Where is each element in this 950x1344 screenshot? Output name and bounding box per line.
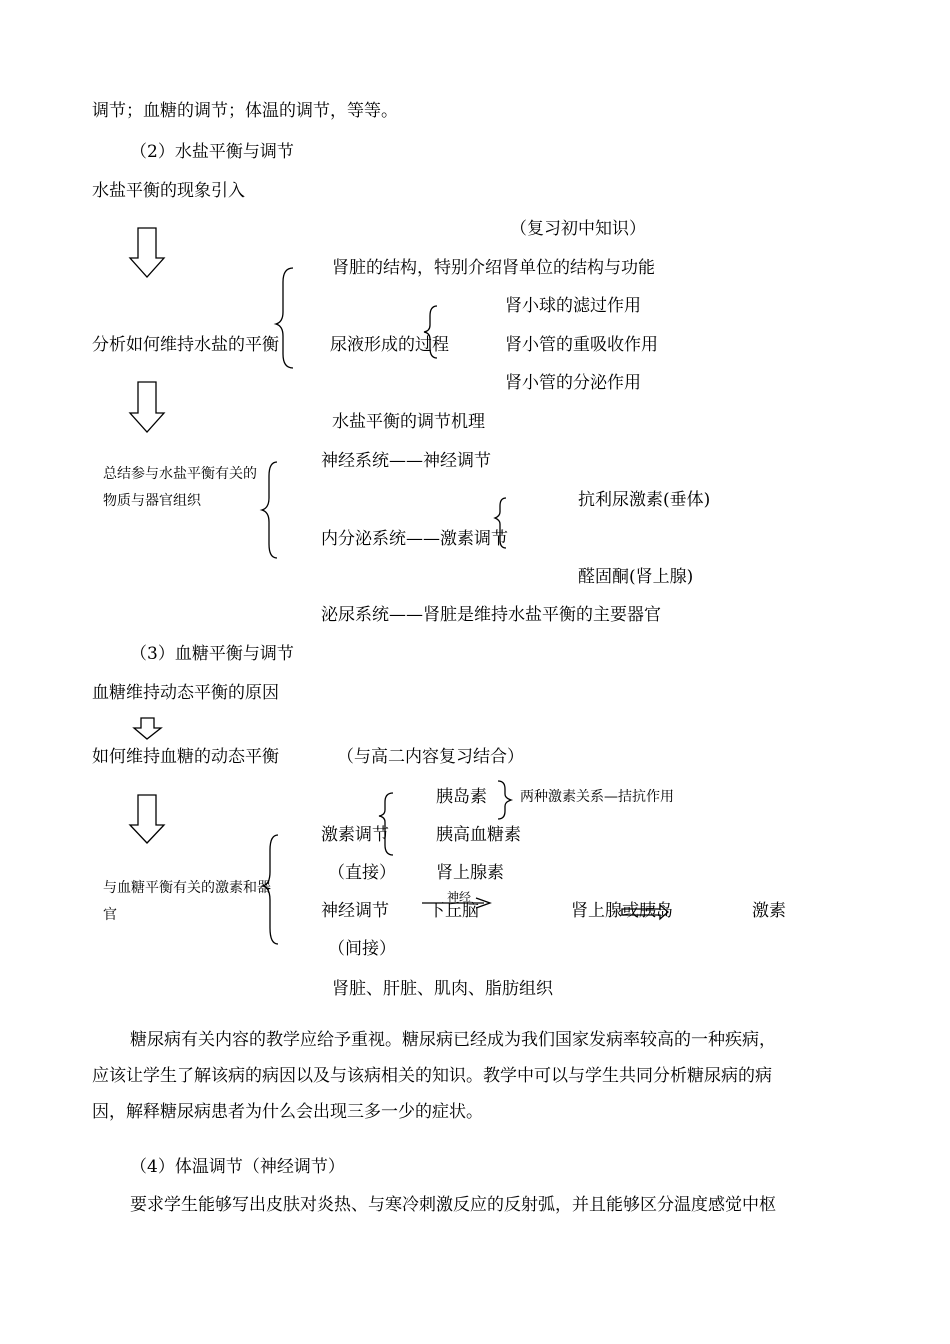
summary-box: 总结参与水盐平衡有关的物质与器官组织 — [103, 466, 257, 509]
hypothalamus-text: 下丘脑 — [428, 901, 479, 921]
combine-note: （与高二内容复习结合） — [337, 747, 524, 767]
adrenaline-text: 肾上腺素 — [436, 863, 504, 883]
diabetes-paragraph — [92, 1022, 862, 1130]
filtration-text: 肾小球的滤过作用 — [505, 296, 641, 316]
down-arrow-4 — [130, 795, 164, 843]
analyze-text: 分析如何维持水盐的平衡 — [92, 335, 279, 355]
down-arrow-1 — [130, 228, 164, 277]
down-arrow-3 — [134, 718, 161, 739]
section-3-heading: （3）血糖平衡与调节 — [130, 644, 294, 664]
continuation-line: 调节；血糖的调节；体温的调节，等等。 — [92, 101, 398, 121]
neural-regulation-text: 神经调节 — [321, 901, 389, 921]
hormone-text: 激素 — [752, 901, 786, 921]
nerve-arrow-label: 神经 — [447, 890, 472, 904]
review-note: （复习初中知识） — [510, 219, 646, 239]
adrenal-islet-text: 肾上腺或胰岛 — [571, 901, 673, 921]
body-temp-line: 要求学生能够写出皮肤对炎热、与寒冷刺激反应的反射弧，并且能够区分温度感觉中枢 — [130, 1195, 776, 1215]
brace-summary — [262, 462, 277, 558]
endocrine-system-text: 内分泌系统——激素调节 — [321, 529, 508, 549]
organs-text: 肾脏、肝脏、肌肉、脂肪组织 — [332, 979, 553, 999]
urinary-system-text: 泌尿系统——肾脏是维持水盐平衡的主要器官 — [321, 605, 661, 625]
mechanism-text: 水盐平衡的调节机理 — [332, 412, 485, 432]
section-2-heading: （2）水盐平衡与调节 — [130, 142, 294, 162]
urine-formation-text: 尿液形成的过程 — [330, 335, 449, 355]
antagonism-text: 两种激素关系—拮抗作用 — [520, 789, 674, 805]
hormone-regulation-text: 激素调节 — [321, 825, 389, 845]
diabetes-line-2: 应该让学生了解该病的病因以及与该病相关的知识。教学中可以与学生共同分析糖尿病的病 — [92, 1066, 772, 1086]
blood-sugar-how: 如何维持血糖的动态平衡 — [92, 747, 279, 767]
diabetes-line-1: 糖尿病有关内容的教学应给予重视。糖尿病已经成为我们国家发病率较高的一种疾病， — [130, 1030, 776, 1050]
reabsorption-text: 肾小管的重吸收作用 — [505, 335, 658, 355]
blood-sugar-cause: 血糖维持动态平衡的原因 — [92, 683, 279, 703]
adh-text: 抗利尿激素(垂体) — [578, 490, 711, 510]
nervous-system-text: 神经系统——神经调节 — [321, 451, 491, 471]
secretion-text: 肾小管的分泌作用 — [505, 373, 641, 393]
diabetes-line-3: 因，解释糖尿病患者为什么会出现三多一少的症状。 — [92, 1102, 483, 1122]
direct-text: （直接） — [328, 863, 396, 883]
water-salt-intro: 水盐平衡的现象引入 — [92, 181, 245, 201]
brace-insulin — [498, 781, 511, 819]
insulin-text: 胰岛素 — [436, 787, 487, 807]
aldosterone-text: 醛固酮(肾上腺) — [578, 567, 694, 587]
section-4-heading: （4）体温调节（神经调节） — [130, 1157, 345, 1177]
kidney-structure-text: 肾脏的结构，特别介绍肾单位的结构与功能 — [332, 258, 655, 278]
glucagon-text: 胰高血糖素 — [436, 825, 521, 845]
blood-sugar-related-box: 与血糖平衡有关的激素和器官 — [103, 880, 271, 923]
down-arrow-2 — [130, 382, 164, 432]
indirect-text: （间接） — [328, 939, 396, 959]
